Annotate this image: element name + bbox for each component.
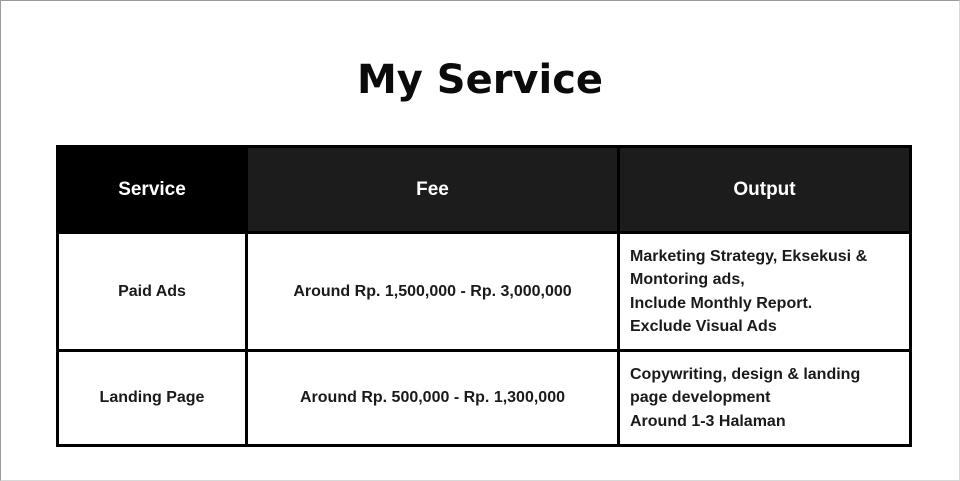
cell-output — [619, 233, 911, 351]
output-line: Include Monthly Report. — [630, 294, 813, 312]
output-line: page development — [630, 389, 771, 407]
output-line: Around 1-3 Halaman — [630, 412, 786, 430]
cell-output — [619, 351, 911, 446]
header-output: Output — [619, 147, 911, 233]
output-line: Marketing Strategy, Eksekusi & — [630, 247, 868, 265]
table-row — [58, 233, 911, 351]
cell-fee: Around Rp. 500,000 - Rp. 1,300,000 — [247, 351, 619, 446]
cell-service: Paid Ads — [58, 233, 247, 351]
table-row — [58, 351, 911, 446]
header-service: Service — [58, 147, 247, 233]
header-fee: Fee — [247, 147, 619, 233]
page-title: My Service — [356, 57, 604, 103]
output-line: Montoring ads, — [630, 271, 745, 288]
output-line: Exclude Visual Ads — [630, 318, 777, 335]
table-header-row — [58, 147, 911, 233]
cell-fee: Around Rp. 1,500,000 - Rp. 3,000,000 — [247, 233, 619, 351]
output-line: Copywriting, design & landing — [630, 365, 861, 383]
cell-service: Landing Page — [58, 351, 247, 446]
service-table — [56, 145, 912, 447]
